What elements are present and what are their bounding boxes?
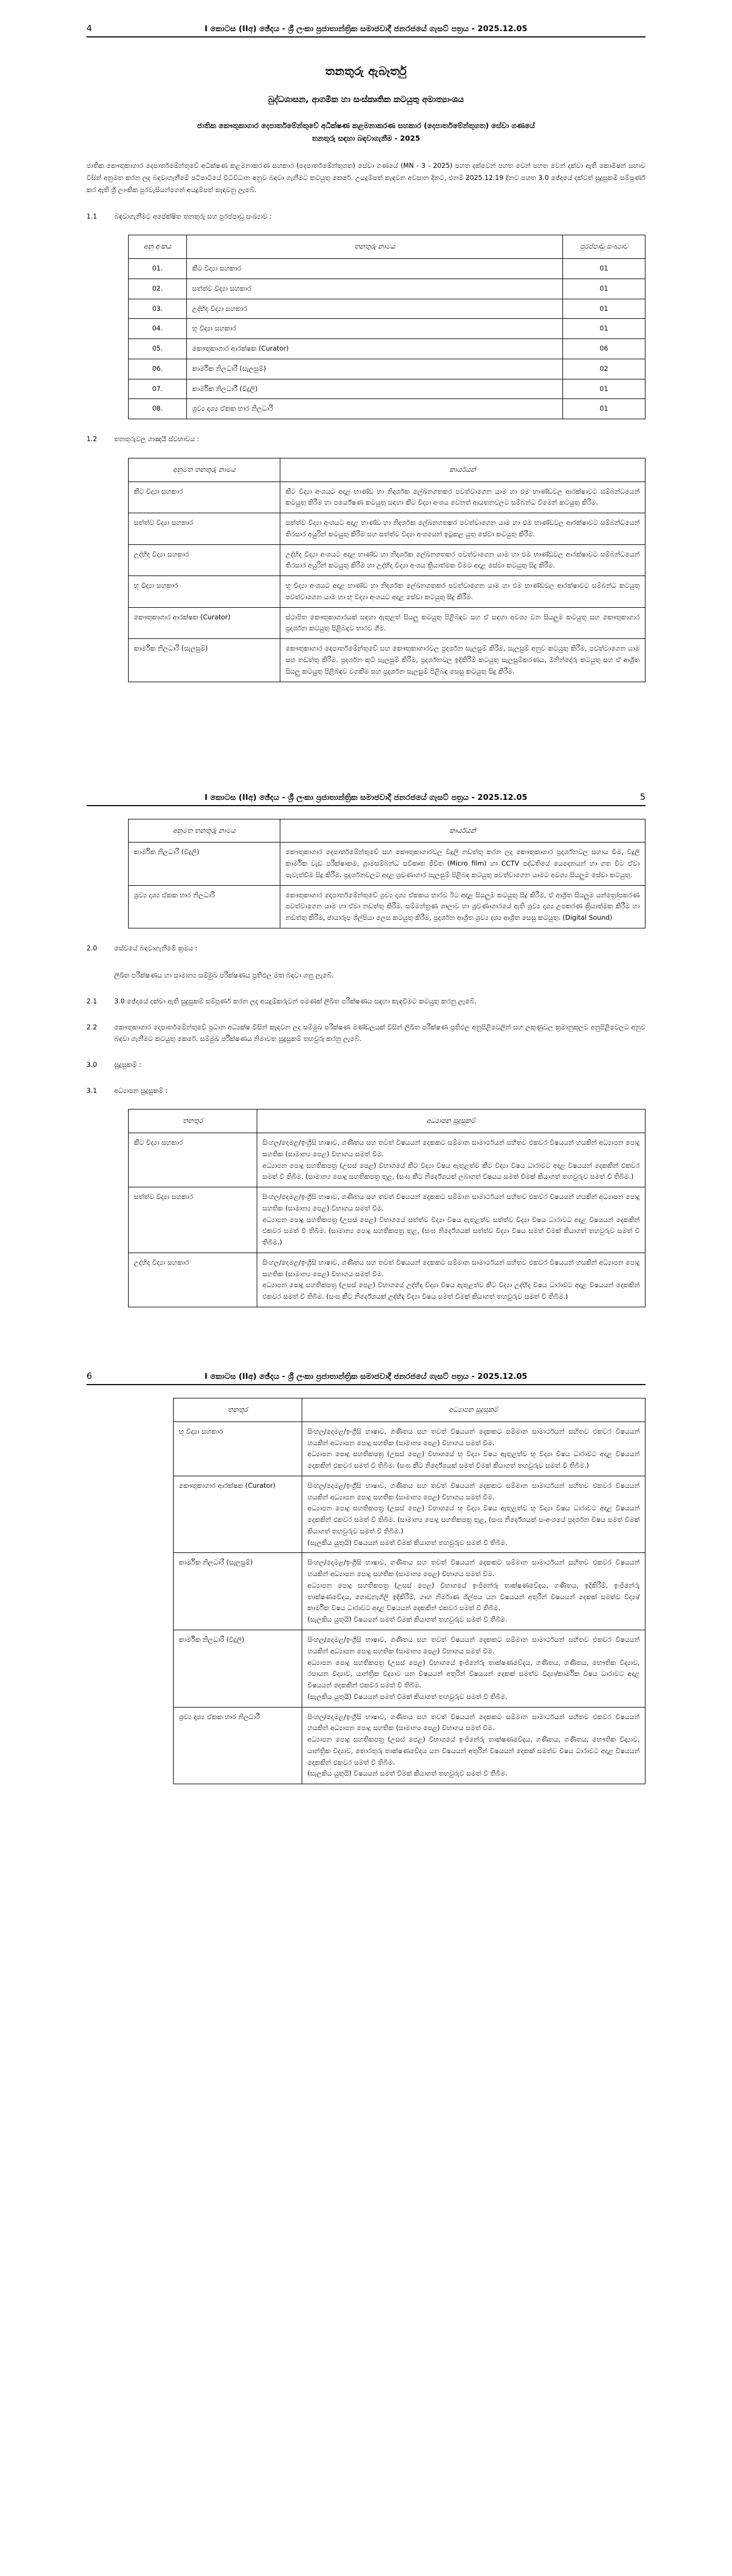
announcement-subtitle	[127, 119, 605, 145]
table-row	[129, 607, 645, 639]
section-1-1	[87, 210, 645, 223]
section-3-1-text: අධ්‍යාපන සුදුසුකම් :	[114, 1086, 168, 1095]
section-3-1	[87, 1085, 645, 1097]
page-title: තනතුරු ඇබෑර්තු	[325, 64, 407, 78]
table-row	[129, 339, 645, 359]
duties-body-page1	[129, 482, 645, 682]
duty-post-name: කෞතුකාගාර ආරක්ෂක (Curator)	[129, 607, 280, 639]
duty-description: ස්ථාපිත කෞතුකාගාරයක් සඳහා ඇතුළත් සියලු කටයුතු පිළිබඳව සහ ඒ සඳහා අවශ්‍ය වන සියලුම කටයුතු සහ කෞතුකාගාර ප්‍රදර්ශන කටයුතු පිළිබඳව භාරව ගීම.	[280, 607, 645, 639]
vacancy-count: 01	[563, 379, 645, 399]
section-2-2	[87, 1021, 645, 1045]
vacancy-count: 01	[563, 299, 645, 319]
table-row	[174, 1553, 645, 1630]
page-header	[87, 769, 645, 806]
duties-table-page2	[128, 819, 645, 928]
section-2-1-text: 3.0 ඡේදයේ දක්වා ඇති සුදුසුකම් සම්පූර්ණ කරන ලද අයදුම්කරුවන් පමණක් ලිඛිත පරීක්ෂණය සඳහා කැඳවීමට කටයුතු කරනු ලැබේ.	[114, 996, 477, 1005]
vacancy-count: 01	[563, 399, 645, 419]
duties-header-row	[129, 819, 645, 843]
post-serial-number: 05.	[129, 339, 187, 359]
duty-post-name: කාර්මික නිලධාරී (සැලසුම්)	[129, 639, 280, 682]
duty-description: භූ විද්‍යා අංශයට අදාළ භාණ්ඩ හා නිදර්ශක ලේඛනගතකර පවත්වාගෙන යාම හා එම භාණ්ඩවල ආරක්ෂාවට සම්බන්ධ කටයුතු පවත්වාගෙන යාම හා භූ විද්‍යා අංශයට අදාළ සේවා කටයුතු සිදු කිරීම.	[280, 576, 645, 608]
table-row	[129, 885, 645, 928]
post-name: භූ විද්‍යා සහකාර	[187, 319, 563, 339]
section-1-2-number: 1.2	[87, 435, 97, 443]
duty-post-name: සත්ත්ව විද්‍යා සහකාර	[129, 513, 280, 545]
qual-education-requirements: සිංහල/දෙමළ/ඉංග්‍රීසි භාෂාව, ගණිතය සහ තවත් විෂයයන් දෙකකට සම්මාන සාමාර්ථයන් සහිතව එකවර විෂයයන් හයකින් අධ්‍යාපන පොදු සහතික (සාමාන්‍ය පෙළ) විභාගය සමත් වීම. අධ්‍යාපන පොදු සහතිකපත්‍ර (උසස් පෙළ) විභාගයේ උද්භිද විද්‍යා විෂය ඇතුළත්ව කීට විද්‍යා උද්භිද විෂය ධාරාවට අදාළ විෂයයන් දෙකකින් එකවර සමත් වී තිබීම. (සංඝ කීට නිර්දේශයක් උද්භිද විද්‍යා විෂය සමත් වීමක් කියාගත් තහවුරුව සමත් වී තිබීම.)	[257, 1253, 645, 1307]
section-2-0-text: සේවයේ බඳවාගැනීමේ ක්‍රමය :	[114, 943, 198, 952]
qual-post-name: භූ විද්‍යා සහකාර	[174, 1421, 302, 1476]
duties-table-page1	[128, 458, 645, 682]
quals-header-row	[174, 1398, 645, 1422]
page-number: 4	[87, 23, 92, 33]
section-3-0-text: සුදුසුකම් :	[114, 1060, 141, 1069]
ministry-name: බුද්ධශාසන, ආගමික හා සංස්කෘතික කටයුතු අමාත්‍යාංශය	[268, 95, 464, 104]
table-row	[129, 1253, 645, 1307]
section-2-2-text: කෞතුකාගාර දෙපාර්තමේන්තුවේ ප්‍රධාන අධ්‍යක්ෂ විසින් කැඳවන ලද සම්මුඛ පරීක්ෂණ මණ්ඩලයක් විසින් ලිඛිත පරීක්ෂණ ප්‍රතිඵල අනුපිළිවෙලින් සහ ලකුණුවල ක්‍රමානුකූලව අනුපිළිවෙලට අනුව බඳවා ගැනීමට කටයුතු කෙරේ. සම්මුඛ පරීක්ෂණය නිමාවත සුදුසුකම් තහවුරු කරනු ලැබේ.	[114, 1022, 645, 1043]
duty-post-name: ශ්‍රව්‍ය දෘශ්‍ය ඒකක භාර නිලධාරී	[129, 885, 280, 928]
duty-description: කෞතුකාගාර දෙපාර්තමේන්තුවේ සහ කෞතුකාගාරවල විදුලි නඩත්තු කරන ලද කෞතුකාගාර ප්‍රදර්ශනවල සහාය වීම, විදුලි කාර්මික වැඩ පරීක්ෂාකම, ග්‍රාමසම්බන්ධ සවිකෘත ජීවිත (Micro film) හා CCTV පද්ධතියේ යෙදෙනයන් හා ගත වීට ඒවා පැවැත්වීම සිදු කිරීම. ප්‍රදර්ශනවලට අදාළ ශ්‍රවණාගාර සැලසුම් පිළිබඳ කටයුතු පවත්වාගෙන යාමට අවශ්‍ය සියලුම සේවා කටයුතු.	[280, 843, 645, 885]
quals-body-page2	[129, 1133, 645, 1307]
table-row	[174, 1421, 645, 1476]
post-serial-number: 04.	[129, 319, 187, 339]
table-row	[129, 299, 645, 319]
table-row	[129, 482, 645, 513]
table-row	[129, 259, 645, 279]
posts-table-body	[129, 259, 645, 419]
gazette-header-text: I කොටස (IIඅ) ඡේදය - ශ්‍රී ලංකා ප්‍රජාතාන්ත්‍රික සමාජවාදී ජනරජයේ ගැසට් පත්‍රය - 2025.12.05	[204, 792, 528, 802]
section-1-1-number: 1.1	[87, 212, 97, 220]
page-number: 6	[87, 1371, 92, 1381]
posts-col-name: තනතුරු නාමය	[187, 235, 563, 259]
qual-post-name: කාර්මික නිලධාරී (විදුලි)	[174, 1630, 302, 1708]
quals-col-post: තනතුර	[129, 1110, 257, 1133]
post-name: ශ්‍රව්‍ය දෘශ්‍ය ඒකක භාර නිලධාරී	[187, 399, 563, 419]
post-serial-number: 02.	[129, 279, 187, 299]
duties-col-post: අනුමත තනතුරු නාමය	[129, 819, 280, 843]
qual-post-name: උද්භිද විද්‍යා සහකාර	[129, 1253, 257, 1307]
table-row	[129, 379, 645, 399]
table-row	[129, 399, 645, 419]
qual-education-requirements: සිංහල/දෙමළ/ඉංග්‍රීසි භාෂාව, ගණිතය සහ තවත් විෂයයන් දෙකකට සම්මාන සාමාර්ථයන් සහිතව එකවර විෂයයන් හයකින් අධ්‍යාපන පොදු සහතික (සාමාන්‍ය පෙළ) විභාගය සමත් වීම. අධ්‍යාපන පොදු සහතිකපත්‍ර (උසස් පෙළ) විභාගයේ භූ විද්‍යා විෂය ඇතුළත්ව භූ විද්‍යා විෂය ධාරාවට අදාළ විෂයයන් දෙකකින් එකවර සමත් වී තිබීම. (සංඝ කීට නිර්දේශයක් සමත් වීමක් කියාගත් තහවුරුව සමත් වී තිබීම.)	[302, 1421, 645, 1476]
subtitle-line-1: ජාතික කෞතුකාගාර දෙපාර්තමේන්තුවේ අධීක්ෂණ කළමනාකරණ සහකාර (දෙපාර්තමේන්තුගත) සේවා ගණයේ	[197, 121, 535, 130]
posts-table-header-row	[129, 235, 645, 259]
table-row	[129, 279, 645, 299]
table-row	[129, 576, 645, 608]
post-serial-number: 06.	[129, 359, 187, 379]
gazette-header-text: I කොටස (IIඅ) ඡේදය - ශ්‍රී ලංකා ප්‍රජාතාන්ත්‍රික සමාජවාදී ජනරජයේ ගැසට් පත්‍රය - 2025.12.05	[204, 1372, 528, 1381]
qual-education-requirements: සිංහල/දෙමළ/ඉංග්‍රීසි භාෂාව, ගණිතය සහ තවත් විෂයයන් දෙකකට සම්මාන සාමාර්ථයන් සහිතව එකවර විෂයයන් හයකින් අධ්‍යාපන පොදු සහතික (සාමාන්‍ය පෙළ) විභාගය සමත් වීම. අධ්‍යාපන පොදු සහතිකපත්‍ර (උසස් පෙළ) විභාගයේ සත්ත්ව විද්‍යා විෂය ඇතුළත්ව සත්ත්ව විද්‍යා විෂය ධාරාවට අදාළ විෂයයන් දෙකකින් එකවර සමත් වී තිබීම. (සාමාන්‍ය පොදු සහතිකපත්‍ර තුළ, (සංඝ නිර්දේශයක් සත්ත්ව විද්‍යා විෂය සමත් වීමක් කියාගත් තහවුරුව සමත් වී තිබීම.)	[257, 1187, 645, 1253]
duties-col-tasks: කාර්යයන්	[280, 458, 645, 482]
post-name: කාර්මික නිලධාරී (විදුලි)	[187, 379, 563, 399]
posts-table	[128, 235, 645, 419]
table-row	[129, 639, 645, 682]
post-serial-number: 07.	[129, 379, 187, 399]
qual-post-name: ශ්‍රව්‍ය දෘශ්‍ය ඒකක භාර නිලධාරී	[174, 1707, 302, 1784]
table-row	[174, 1707, 645, 1784]
section-1-2	[87, 433, 645, 445]
post-serial-number: 01.	[129, 259, 187, 279]
gazette-header-text: I කොටස (IIඅ) ඡේදය - ශ්‍රී ලංකා ප්‍රජාතාන්ත්‍රික සමාජවාදී ජනරජයේ ගැසට් පත්‍රය - 2025.12.05	[204, 24, 528, 33]
section-1-1-text: බඳවාගැනීමට අපේක්ෂිත තනතුරු සහ පුරප්පාඩු සංඛ්‍යාව :	[114, 212, 272, 220]
vacancy-count: 01	[563, 319, 645, 339]
gazette-page-3	[0, 1348, 732, 1799]
posts-col-no: අනු අංකය	[129, 235, 187, 259]
post-name: කාර්මික නිලධාරී (සැලසුම්)	[187, 359, 563, 379]
post-serial-number: 08.	[129, 399, 187, 419]
post-serial-number: 03.	[129, 299, 187, 319]
gazette-page-1	[0, 0, 732, 769]
qual-education-requirements: සිංහල/දෙමළ/ඉංග්‍රීසි භාෂාව, ගණිතය සහ තවත් විෂයයන් දෙකකට සම්මාන සාමාර්ථයන් සහිතව එකවර විෂයයන් හයකින් අධ්‍යාපන පොදු සහතික (සාමාන්‍ය පෙළ) විභාගය සමත් වීම. අධ්‍යාපන පොදු සහතිකපත්‍ර (උසස් පෙළ) විභාගයේ ඉංජිනේරු තාක්ෂණවේදය, ගණිතය, ඉදිකිරීම්, ඉංජිනේරු තාක්ෂණවේදය, ගොඩනැගිලි ඉදිකිරීම්, ගෘහ නිර්මාණ ශිල්පය යන විෂයයන් අතුරින් විෂයයන් දෙකක් සමත්ව විද්‍යා/කාර්මික විෂය ධාරාවට අදාළ විෂයයන් දෙකකින් එකවර සමත් වී තිබීම. (සැලකිය යුතුයි) විෂයයන් සමත් වීමක් කියාගත් තහවුරුව සමත් වී තිබීම.	[302, 1553, 645, 1630]
section-2-0-body: ලිඛිත පරීක්ෂණය හා සාමාන්‍ය සම්මුඛ පරීක්ෂණය ප්‍රතිඵල මත බඳවා ගනු ලැබේ.	[114, 971, 334, 979]
intro-paragraph: ජාතික කෞතුකාගාර දෙපාර්තමේන්තුවේ අධීක්ෂණ කළමනාකරණ සහකාර (දෙපාර්තමේන්තුගත) සේවා ගණයේ (MN - 3 - 2025) පහත දක්වෙන් පහත වෙන් පහත වෙන් දක්වා ඇති කොමිෂන් සභාව විසින් අනුමත කරන ලද බඳවාගැනීමේ පටිපාටියේ විධිවිධාන අනුව බඳවා ගැනීමට කටයුතු කෙරේ. උයදුම්පත් කැඳවන අවසාන දිනට, එනම් 2025.12.19 දිනට පහත 3.0 ඡේදයේ දක්වත් සුදුසුකම් සම්පූර්ණ කර ඇති ශ්‍රී ලාංකික පුරවැසියන්ගෙන් අයදුම්පත් කැඳවනු ලැබේ.	[87, 161, 645, 194]
qual-education-requirements: සිංහල/දෙමළ/ඉංග්‍රීසි භාෂාව, ගණිතය සහ තවත් විෂයයන් දෙකකට සම්මාන සාමාර්ථයන් සහිතව එකවර විෂයයන් හයකින් අධ්‍යාපන පොදු සහතික (සාමාන්‍ය පෙළ) විභාගය සමත් වීම. අධ්‍යාපන පොදු සහතිකපත්‍ර (උසස් පෙළ) විභාගයේ ඉංජිනේරු තාක්ෂණවේදය, ගණිතය, ගණිතය, භෞතික විද්‍යාව, යාන්ත්‍රික විද්‍යාව, තොරතුරු තාක්ෂණවේදය යන විෂයයන් අතුරින් විෂයයන් දෙකක් සමත්ව විෂය ධාරාවට අදාළ විෂයයන් දෙකකින් එකවර සමත් වී තිබීම. (සැලකිය යුතුයි) විෂයයන් සමත් වීමක් කියාගත් තහවුරුව සමත් වී තිබීම.	[302, 1707, 645, 1784]
quals-col-education: අධ්‍යාපන සුදුසුකම්	[302, 1398, 645, 1422]
section-2-1-number: 2.1	[87, 996, 97, 1005]
gazette-page-2	[0, 769, 732, 1348]
page-header	[87, 1348, 645, 1385]
table-row	[129, 1133, 645, 1187]
table-row	[129, 1187, 645, 1253]
section-2-1	[87, 995, 645, 1007]
quals-body-page3	[174, 1421, 645, 1784]
table-row	[174, 1630, 645, 1708]
duty-post-name: කීට විද්‍යා සහකාර	[129, 482, 280, 513]
qual-education-requirements: සිංහල/දෙමළ/ඉංග්‍රීසි භාෂාව, ගණිතය සහ තවත් විෂයයන් දෙකකට සම්මාන සාමාර්ථයන් සහිතව එකවර විෂයයන් හයකින් අධ්‍යාපන පොදු සහතික (සාමාන්‍ය පෙළ) විභාගය සමත් වීම. අධ්‍යාපන පොදු සහතිකපත්‍ර (උසස් පෙළ) විභාගයේ භූ විද්‍යා විෂය ඇතුළත්ව භූ විද්‍යා විෂය ධාරාවට අදාළ විෂයයන් දෙකකින් එකවර සමත් වී තිබීම. (සාමාන්‍ය පොදු සහතිකපත්‍ර තුළ, (සංඝ නිර්දේශයක් ස-අංශයේ ප්‍රදර්ශන විෂය සමත් වීමක් කියාගත් තහවුරුව සමත් වී තිබීම.) (සැලකිය යුතුයි) විෂයයන් සමත් වීමක් කියාගත් තහවුරුව සමත් වී තිබීම.	[302, 1476, 645, 1553]
table-row	[129, 544, 645, 576]
section-1-2-text: තනතුරුවල ගාඤයී ස්වභාවය :	[114, 435, 200, 443]
table-row	[129, 319, 645, 339]
page-number: 5	[640, 791, 645, 802]
duties-col-post: අනුමත තනතුරු නාමය	[129, 458, 280, 482]
vacancy-count: 01	[563, 279, 645, 299]
qual-education-requirements: සිංහල/දෙමළ/ඉංග්‍රීසි භාෂාව, ගණිතය සහ තවත් විෂයයන් දෙකකට සම්මාන සාමාර්ථයන් සහිතව එකවර විෂයයන් හයකින් අධ්‍යාපන පොදු සහතික (සාමාන්‍ය පෙළ) විභාගය සමත් වීම. අධ්‍යාපන පොදු සහතිකපත්‍ර (උසස් පෙළ) විභාගයේ කීට විද්‍යා විෂය ඇතුළත්ව කීට විද්‍යා විෂය ධාරාවට අදාළ විෂයයන් දෙකකින් එකවර සමත් වී තිබීම. (සාමාන්‍ය පොදු සහතිකපත්‍ර තුළ, (සංඝ කීට නිර්දේශයක් ලබාගත් විෂයය සමත් වීමක් කියාගත් තහවුරුව සමත් වී තිබීම.)	[257, 1133, 645, 1187]
vacancy-count: 06	[563, 339, 645, 359]
duty-post-name: උද්භිද විද්‍යා සහකාර	[129, 544, 280, 576]
qual-post-name: සත්ත්ව විද්‍යා සහකාර	[129, 1187, 257, 1253]
quals-col-education: අධ්‍යාපන සුදුසුකම්	[257, 1110, 645, 1133]
quals-col-post: තනතුර	[174, 1398, 302, 1422]
subtitle-line-2: තනතුරු සඳහා බඳවාගැනීම - 2025	[311, 133, 421, 142]
qual-education-requirements: සිංහල/දෙමළ/ඉංග්‍රීසි භාෂාව, ගණිතය සහ තවත් විෂයයන් දෙකකට සම්මාන සාමාර්ථයන් සහිතව එකවර විෂයයන් හයකින් අධ්‍යාපන පොදු සහතික (සාමාන්‍ය පෙළ) විභාගය සමත් වීම. අධ්‍යාපන පොදු සහතිකපත්‍ර (උසස් පෙළ) විභාගයේ ඉංජිනේරු තාක්ෂණවේදය, ගණිතය, ගණිතය, භෞතික විද්‍යාව, රසායන විද්‍යාව, යාන්ත්‍රික විද්‍යාව යන විෂයයන් අතුරින් විෂයයන් දෙකක් සමත්ව විද්‍යා/කාර්මික විෂය ධාරාවට අදාළ විෂයයන් දෙකකින් එකවර සමත් වී තිබීම. (සැලකිය යුතුයි) විෂයයන් සමත් වීමක් කියාගත් තහවුරුව සමත් වී තිබීම.	[302, 1630, 645, 1708]
section-2-2-number: 2.2	[87, 1022, 97, 1031]
section-3-0	[87, 1059, 645, 1071]
table-row	[129, 843, 645, 885]
qual-post-name: කෞතුකාගාර ආරක්ෂක (Curator)	[174, 1476, 302, 1553]
duty-description: උද්භිද විද්‍යා අංශයට අදාළ භාණ්ඩ හා නිදර්ශක ලේඛනගතකර පවත්වාගෙන යාම හා එම භාණ්ඩවල ආරක්ෂාවට සම්බන්ධයෙන් තිරසාර අයුරින් කටයුතු කිරීම හා උද්භිද විද්‍යා අංශය ක්‍රියාත්මක වීමට අදාළ සේවා කටයුතු සිදු කිරීම.	[280, 544, 645, 576]
duties-body-page2	[129, 843, 645, 928]
post-name: කෞතුකාගාර ආරක්ෂක (Curator)	[187, 339, 563, 359]
duties-col-tasks: කාර්යයන්	[280, 819, 645, 843]
section-2-0-number: 2.0	[87, 943, 97, 952]
qual-post-name: කීට විද්‍යා සහකාර	[129, 1133, 257, 1187]
table-row	[174, 1476, 645, 1553]
duty-description: කෞතුකාගාර දෙපාර්තමේන්තුවේ ශ්‍රව්‍ය දෘශ්‍ය ඒකකය භාරව ඊට අදාළ සියලුම කටයුතු සිදු කිරීම, ඒ ආශ්‍රිත සියලුම යන්ත්‍රෝපකරණ පවත්වාගෙන යාම හා ඒවා නඩත්තු කිරීම. සම්මන්ත්‍රණ ශාලාව හා ශ්‍රවණාගාරයේ ඇති ශ්‍රව්‍ය දෘශ්‍ය උපකරණ ක්‍රියාත්මක කිරීම හා නඩත්තු කිරීම, ඡායාරූප ශිල්පියා ලෙස කටයුතු කිරීම, ප්‍රදර්ශන ආශ්‍රිත ශ්‍රව්‍ය දෘශ්‍ය ආශ්‍රිත සෙසු කටයුතු. (Digital Sound)	[280, 885, 645, 928]
duty-description: සත්ත්ව විද්‍යා අංශයට අදාළ භාණ්ඩ හා නිදර්ශක ලේඛනගතකර පවත්වාගෙන යාම හා එම භාණ්ඩවල ආරක්ෂාවට සම්බන්ධයෙන් තිරසාර අයුරින් කටයුතු කිරීම සහ සත්ත්ව විද්‍යා අංශයෙන් ඉටුකළ යුතු සේවා කටයුතු කිරීම.	[280, 513, 645, 545]
section-2-0	[87, 942, 645, 954]
section-3-1-number: 3.1	[87, 1086, 97, 1095]
section-3-0-number: 3.0	[87, 1060, 97, 1069]
table-row	[129, 513, 645, 545]
duties-header-row	[129, 458, 645, 482]
qualifications-table-page2	[128, 1109, 645, 1307]
quals-header-row	[129, 1110, 645, 1133]
duty-description: කෞතුකාගාර දෙපාර්තමේන්තුවේ සහ කෞතුකාගාරවල ප්‍රදර්ශන සැලසුම් කිරීම, සැලසුම් අනුව කටයුතු කිරීම, පවත්වාගෙන යාම සහ නඩත්තු කිරීම. ප්‍රදර්ශන කුටි සැලසුම් කිරීම, ප්‍රදර්ශනවල ඉදිකිරීම් කටයුතු සැලසුම්කරණය, මිනින්දෝරු කටයුතු සහ ඒ ආශ්‍රිත සියලු කටයුතු පිළිබඳව වගකීම සහ ප්‍රදර්ශන සැලසුම් පිළිබඳ සෙසු කටයුතු සිදු කිරීම.	[280, 639, 645, 682]
duty-post-name: භූ විද්‍යා සහකාර	[129, 576, 280, 608]
duty-description: කීට විද්‍යා අංශයට අදාළ භාණ්ඩ හා නිදර්ශක ලේඛනගතකර පවත්වාගෙන යාම හා එම භාණ්ඩවල ආරක්ෂාවට සම්බන්ධයෙන් කටයුතු කිරීම හා පර්යේෂණ කටයුතු සඳහා කීට විද්‍යා අංශය වෙනත් ආයතනවලට සම්බන්ධ වීමෙන් කටයුතු කිරීම.	[280, 482, 645, 513]
post-name: කීට විද්‍යා සහකාර	[187, 259, 563, 279]
page-header	[87, 0, 645, 37]
post-name: උද්භිද විද්‍යා සහකාර	[187, 299, 563, 319]
table-row	[129, 359, 645, 379]
qual-post-name: කාර්මික නිලධාරී (සැලසුම්)	[174, 1553, 302, 1630]
posts-col-count: පුරප්පාඩු සංඛ්‍යාව	[563, 235, 645, 259]
vacancy-count: 01	[563, 259, 645, 279]
qualifications-table-page3	[173, 1398, 645, 1784]
vacancy-count: 02	[563, 359, 645, 379]
post-name: සත්ත්ව විද්‍යා සහකාර	[187, 279, 563, 299]
duty-post-name: කාර්මික නිලධාරී (විදුලි)	[129, 843, 280, 885]
